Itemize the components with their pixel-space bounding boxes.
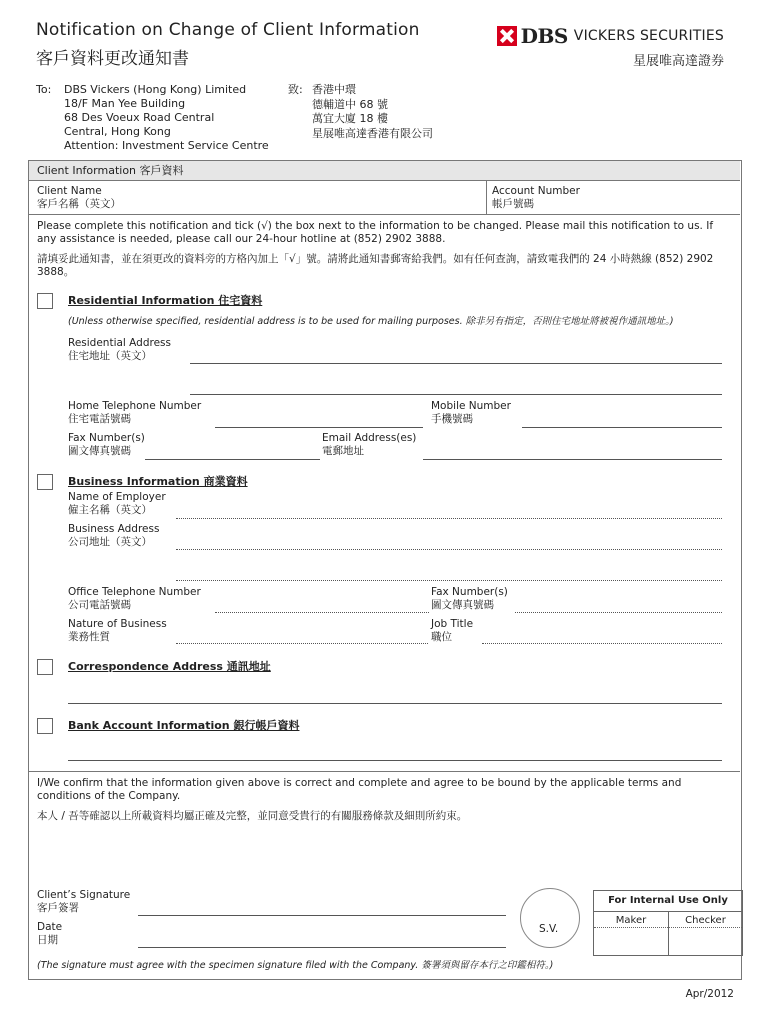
dbs-star-icon [497,26,517,46]
dbs-vickers-logo [497,24,724,69]
label-zh: 圖文傳真號碼 [431,599,494,611]
client-name-label: Client Name [37,185,102,197]
residential-address-line1[interactable] [190,363,722,364]
address-line: Central, Hong Kong [64,125,171,138]
home-phone-label [68,400,201,426]
sv-label: S.V. [539,923,559,935]
label-en: Fax Number(s) [431,586,508,598]
date-label [37,921,62,947]
nature-line[interactable] [176,643,428,644]
bus-fax-line[interactable] [515,612,722,613]
mobile-label [431,400,511,426]
sv-stamp-circle [520,888,580,948]
confirm-zh: 本人 / 吾等確認以上所載資料均屬正確及完整，並同意受貴行的有關服務條款及細則所約束。 [37,810,468,822]
internal-use-box [593,890,743,956]
address-line: 18/F Man Yee Building [64,97,186,110]
address-line: 萬宜大廈 18 樓 [312,112,388,125]
divider [486,181,487,214]
to-address-zh [312,83,433,141]
mobile-line[interactable] [522,427,722,428]
residential-checkbox[interactable] [37,293,53,309]
label-zh: 公司電話號碼 [68,599,131,611]
divider [29,214,740,215]
business-title: Business Information 商業資料 [68,475,248,488]
business-address-label [68,523,159,549]
office-phone-line[interactable] [215,612,429,613]
label-en: Email Address(es) [322,432,417,444]
account-number-label: Account Number [492,185,580,197]
logo-zh: 星展唯高達證券 [632,54,724,69]
email-label [322,432,416,458]
client-name-label-zh: 客戶名稱（英文） [37,198,121,210]
label-en: Residential Address [68,337,171,349]
residential-note: (Unless otherwise specified, residential address is to be used for mailing purposes. 除非另有指定，否則住宅地址將被視作通訊地址。) [68,316,674,327]
form-version: Apr/2012 [685,988,734,1000]
page-title: Notification on Change of Client Information [36,20,420,40]
label-zh: 職位 [431,631,452,643]
label-zh: 圖文傳真號碼 [68,445,131,457]
label-en: Mobile Number [431,400,511,412]
residential-address-line2[interactable] [190,394,722,395]
res-fax-label [68,432,145,458]
label-en: Date [37,921,63,933]
label-zh: 電郵地址 [322,445,364,457]
residential-address-label [68,337,171,363]
instructions-zh: 請填妥此通知書，並在須更改的資料旁的方格內加上「√」號。請將此通知書郵寄給我們。如有任何查詢，請致電我們的 24 小時熱線 (852) 2902 3888。 [37,253,714,278]
instructions-en: Please complete this notification and tick (√) the box next to the information to be changed. Please mail this notification to us. If any assistance is needed, please call our 24-hour hotline at (852) 2902 3888. [37,220,714,245]
label-zh: 住宅地址（英文） [68,350,152,362]
confirm-en: I/We confirm that the information given above is correct and complete and agree to be bound by the applicable terms and conditions of the Company. [37,777,682,802]
label-zh: 僱主名稱（英文） [68,504,152,516]
job-title-label [431,618,473,644]
to-address-en [64,83,269,153]
bank-line[interactable] [68,760,722,761]
divider [29,771,740,772]
date-line[interactable] [138,947,506,948]
residential-title: Residential Information 住宅資料 [68,294,263,307]
address-line: 香港中環 [312,83,356,96]
office-phone-label [68,586,201,612]
label-en: Nature of Business [68,618,167,630]
label-zh: 客戶簽署 [37,902,79,914]
to-label: To: [36,83,52,96]
business-address-line1[interactable] [176,549,722,550]
label-zh: 日期 [37,934,58,946]
address-line: 68 Des Voeux Road Central [64,111,215,124]
signature-label [37,889,130,915]
bank-title: Bank Account Information 銀行帳戶資料 [68,719,300,732]
address-line: Attention: Investment Service Centre [64,139,269,152]
correspondence-title: Correspondence Address 通訊地址 [68,660,271,673]
form-frame [28,160,742,980]
correspondence-checkbox[interactable] [37,659,53,675]
label-en: Name of Employer [68,491,166,503]
label-en: Job Title [431,618,474,630]
label-en: Fax Number(s) [68,432,145,444]
label-en: Business Address [68,523,160,535]
employer-line[interactable] [176,518,722,519]
email-line[interactable] [423,459,722,460]
label-zh: 手機號碼 [431,413,473,425]
business-checkbox[interactable] [37,474,53,490]
address-line: 德輔道中 68 號 [312,97,388,111]
client-info-title: Client Information 客戶資料 [37,164,184,177]
label-zh: 業務性質 [68,631,110,643]
signature-note: (The signature must agree with the specimen signature filed with the Company. 簽署須與留存本行之印鑑相符。) [37,960,554,971]
job-title-line[interactable] [482,643,722,644]
logo-brand: DBS [520,24,568,48]
home-phone-line[interactable] [215,427,423,428]
account-number-label-zh: 帳戶號碼 [492,198,534,210]
business-address-line2[interactable] [176,580,722,581]
checker-label: Checker [669,912,742,928]
label-en: Home Telephone Number [68,400,202,412]
label-en: Client’s Signature [37,889,131,901]
address-line: DBS Vickers (Hong Kong) Limited [64,83,247,96]
to-label-zh: 致: [288,83,303,96]
logo-division: VICKERS SECURITIES [573,28,724,44]
employer-label [68,491,166,517]
nature-label [68,618,167,644]
label-zh: 公司地址（英文） [68,536,152,548]
page-title-zh: 客戶資料更改通知書 [36,49,189,69]
signature-line[interactable] [138,915,506,916]
correspondence-line[interactable] [68,703,722,704]
bank-checkbox[interactable] [37,718,53,734]
address-line: 星展唯高達香港有限公司 [312,126,433,140]
client-name-field[interactable] [37,185,121,211]
bus-fax-label [431,586,508,612]
account-number-field[interactable] [492,185,580,211]
internal-title: For Internal Use Only [594,891,742,912]
res-fax-line[interactable] [145,459,320,460]
label-zh: 住宅電話號碼 [68,413,131,425]
maker-label: Maker [594,912,668,928]
label-en: Office Telephone Number [68,586,201,598]
